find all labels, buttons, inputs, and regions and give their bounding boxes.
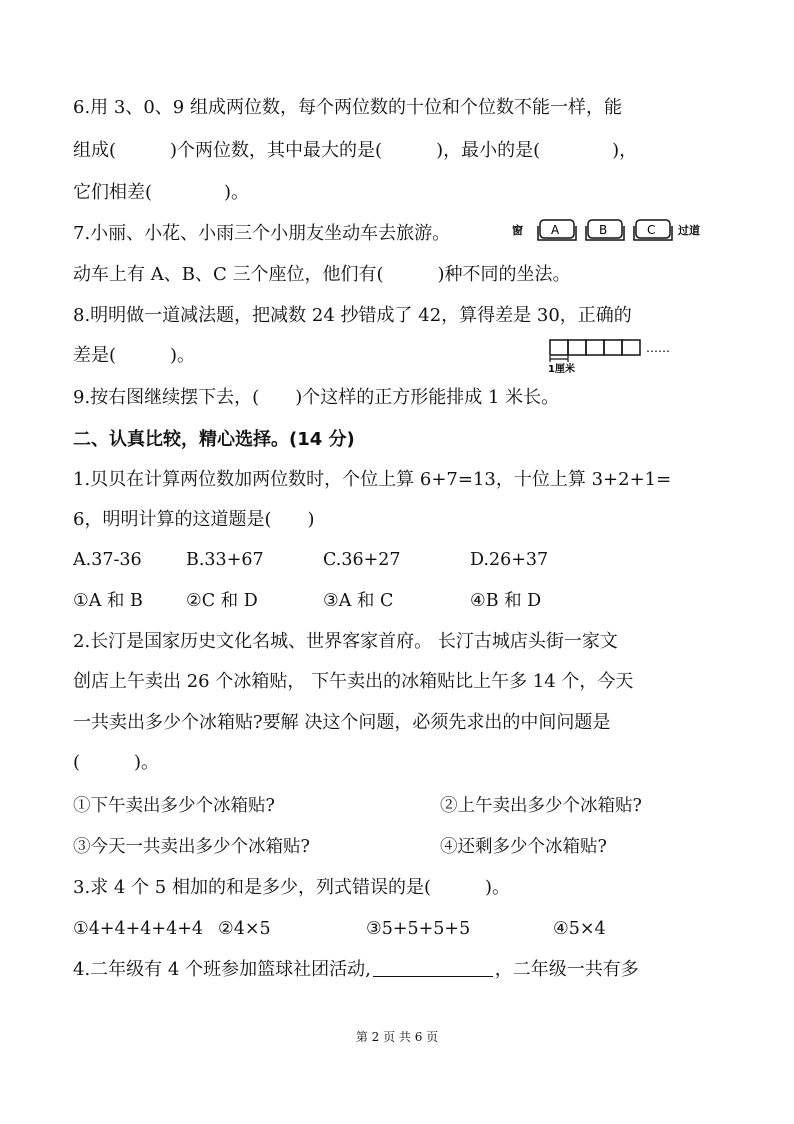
aisle-label: 过道 [678,224,700,237]
seat-b [586,220,624,240]
c2-choice-1: ①下午卖出多少个冰箱贴? [73,796,275,816]
c2-line3: 一共卖出多少个冰箱贴?要解 决这个问题，必须先求出的中间问题是 [73,712,611,733]
window-label: 窗 [512,224,523,237]
c4-blank [373,958,493,977]
c2-line4: ( )。 [73,752,160,773]
seat-a-label: A [551,223,560,237]
q8-line2: 差是( )。 [73,345,196,366]
c2-line2: 创店上午卖出 26 个冰箱贴， 下午卖出的冰箱贴比上午多 14 个，今天 [73,671,634,692]
c3-line1: 3.求 4 个 5 相加的和是多少，列式错误的是( )。 [73,877,511,898]
q6-line2: 组成( )个两位数，其中最大的是( )，最小的是( )， [73,140,638,161]
ruler-dots: …… [646,341,670,355]
c2-choice-2: ②上午卖出多少个冰箱贴? [440,796,642,816]
c3-choice-1: ①4+4+4+4+4 [73,919,204,939]
seat-c [634,220,672,240]
c3-choice-4: ④5×4 [553,919,606,939]
c1-line2: 6，明明计算的这道题是( ) [73,509,315,530]
section2-title: 二、认真比较，精心选择。(14 分) [73,429,355,450]
seat-c-label: C [647,223,656,237]
c1-choice-2: ②C 和 D [186,591,258,611]
q8-line1: 8.明明做一道减法题，把减数 24 抄错成了 42，算得差是 30，正确的 [73,305,632,326]
seat-b-label: B [599,223,608,237]
q6-line3: 它们相差( )。 [73,182,250,203]
squares-diagram [548,338,688,374]
c1-option-c: C.36+27 [323,550,401,570]
q7-line2: 动车上有 A、B、C 三个座位，他们有( )种不同的坐法。 [73,264,571,285]
page-footer: 第 2 页 共 6 页 [355,1030,439,1044]
q6-line1: 6.用 3、0、9 组成两位数，每个两位数的十位和个位数不能一样，能 [73,97,622,118]
ruler-label: 1厘米 [548,364,575,374]
train-seats-diagram [510,216,710,246]
c1-option-d: D.26+37 [470,550,549,570]
q9-line1: 9.按右图继续摆下去，( )个这样的正方形能排成 1 米长。 [73,387,560,408]
q7-line1: 7.小丽、小花、小雨三个小朋友坐动车去旅游。 [73,223,451,244]
c1-choice-3: ③A 和 C [323,591,394,611]
c4-line-end: ，二年级一共有多 [494,959,639,980]
c1-option-b: B.33+67 [186,550,264,570]
c3-choice-3: ③5+5+5+5 [366,919,471,939]
c2-line1: 2.长汀是国家历史文化名城、世界客家首府。 长汀古城店头街一家文 [73,631,618,652]
c1-choice-4: ④B 和 D [470,591,542,611]
c1-line1: 1.贝贝在计算两位数加两位数时，个位上算 6+7=13，十位上算 3+2+1= [73,469,672,490]
seat-a [538,220,576,240]
c1-choice-1: ①A 和 B [73,591,143,611]
c2-choice-3: ③今天一共卖出多少个冰箱贴? [73,837,310,857]
c4-line1 [73,958,639,982]
c1-option-a: A.37-36 [73,550,142,570]
c4-line-start: 4.二年级有 4 个班参加篮球社团活动, [73,959,371,980]
c3-choice-2: ②4×5 [218,919,271,939]
c2-choice-4: ④还剩多少个冰箱贴? [440,837,607,857]
